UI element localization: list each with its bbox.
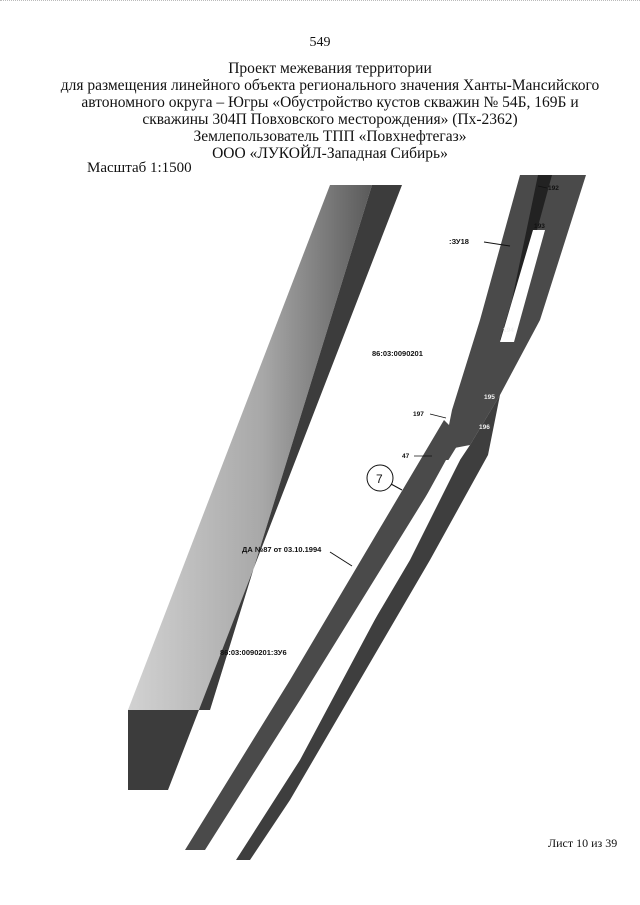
circle-marker-label: 7 <box>376 472 383 486</box>
title-line-5: Землепользователь ТПП «Повхнефтегаз» <box>193 128 467 145</box>
label-lease: ДА №87 от 03.10.1994 <box>242 545 322 554</box>
title-line-4: скважины 304П Повховского месторождения» (Пх-2362) <box>142 111 518 128</box>
point-195: 195 <box>484 394 495 401</box>
map-scale: Масштаб 1:1500 <box>87 160 192 176</box>
leader-circle-marker <box>391 484 402 490</box>
page-number: 549 <box>309 35 331 50</box>
point-47: 47 <box>402 453 410 460</box>
title-line-3: автономного округа – Югры «Обустройство кустов скважин № 54Б, 169Б и <box>81 94 579 111</box>
sheet-number: Лист 10 из 39 <box>548 836 618 850</box>
leader-197 <box>430 414 446 418</box>
leader-lease <box>330 552 352 566</box>
label-parcel-zu18: :ЗУ18 <box>449 237 469 246</box>
point-197: 197 <box>413 411 424 418</box>
title-line-6: ООО «ЛУКОЙЛ-Западная Сибирь» <box>212 145 448 162</box>
point-192: 192 <box>548 185 559 192</box>
label-parcel-zu6: 86:03:0090201:ЗУ6 <box>220 648 287 657</box>
label-parcel-block: 86:03:0090201 <box>372 349 423 358</box>
title-line-2: для размещения линейного объекта регионального значения Ханты-Мансийского <box>60 77 600 94</box>
title-line-1: Проект межевания территории <box>228 60 432 77</box>
point-193: 193 <box>534 223 545 230</box>
point-196: 196 <box>479 424 490 431</box>
point-194: 194 <box>503 327 514 334</box>
